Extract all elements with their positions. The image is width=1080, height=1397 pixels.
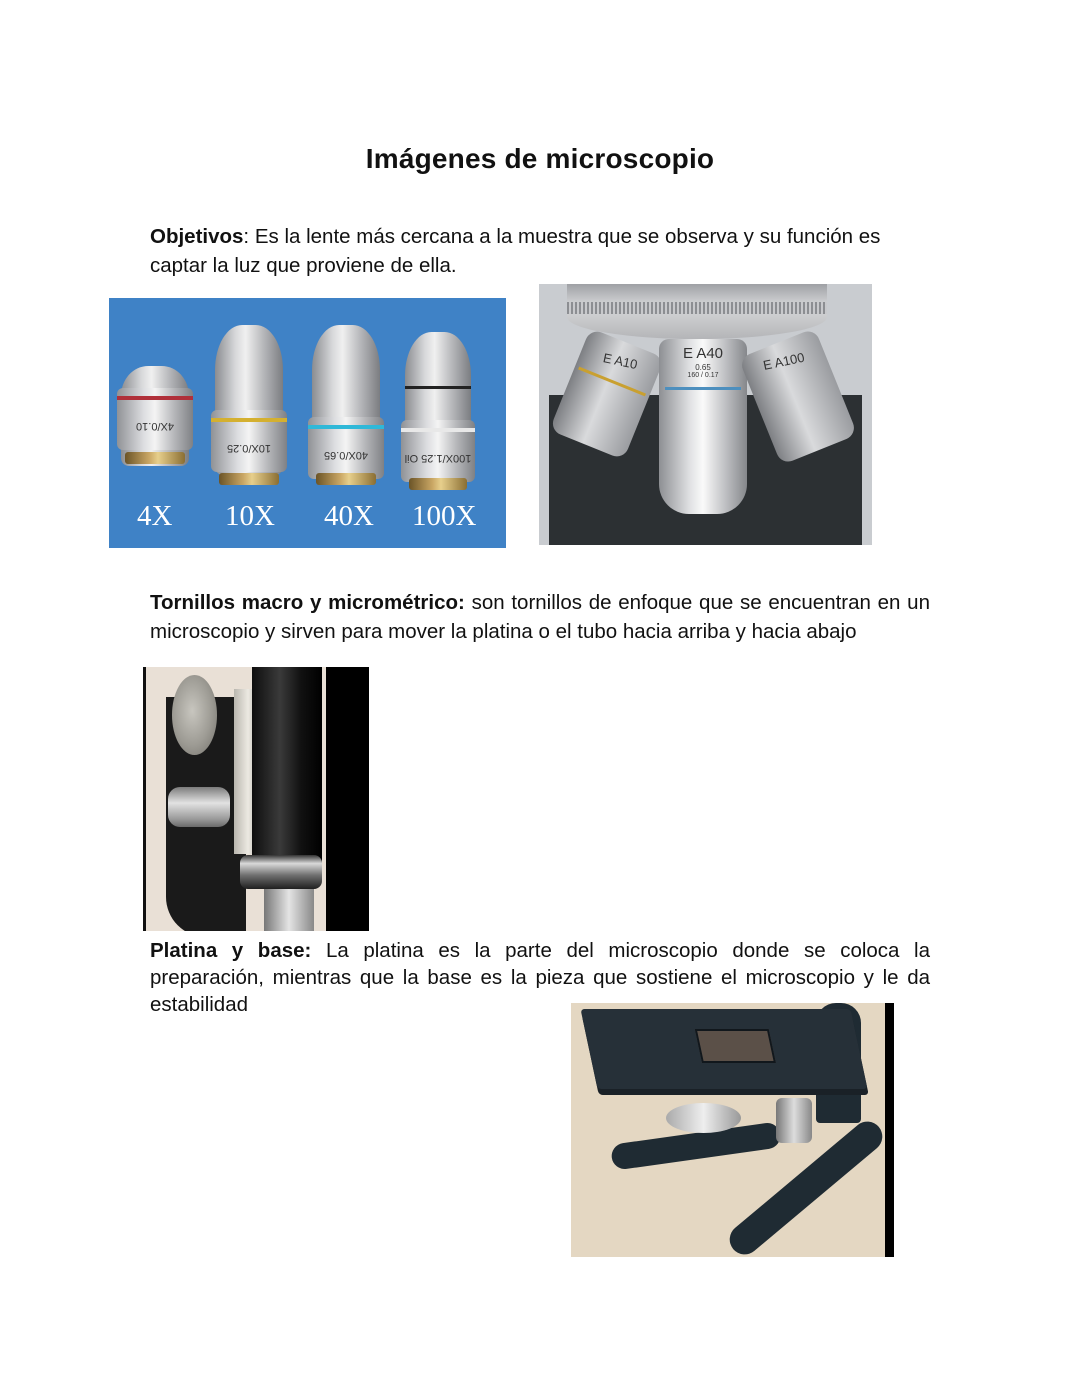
mirror — [666, 1103, 741, 1133]
label-40x: 40X — [324, 500, 374, 532]
objetivos-separator: : — [243, 225, 250, 248]
macrometric-knob — [172, 675, 217, 755]
objective-a10: E A10 — [549, 328, 664, 460]
tornillos-body: son tornillos de enfoque que se encuentran en un microscopio y sirven para mover la platina o el tubo hacia arriba y hacia abajo — [150, 591, 930, 643]
objetivos-body: Es la lente más cercana a la muestra que se observa y su función es captar la luz que proviene de ella. — [150, 225, 881, 277]
objective-10x: 10X/0.25 — [215, 325, 283, 475]
objective-100x: 100X/1.25 Oil — [405, 332, 471, 477]
objective-lenses-photo — [109, 298, 506, 548]
micrometric-knob — [168, 787, 230, 827]
label-4x: 4X — [137, 500, 173, 532]
objective-a100: E A100 — [738, 328, 857, 465]
objective-4x: 4X/0.10 — [121, 366, 189, 466]
tornillos-paragraph — [150, 588, 930, 646]
revolver-objectives-photo — [539, 284, 872, 545]
platina-heading: Platina y base: — [150, 939, 312, 962]
objective-40x: 40X/0.65 — [312, 325, 380, 475]
microscope-tube — [252, 667, 322, 867]
nosepiece-turret — [567, 284, 827, 339]
focus-knobs-photo — [143, 667, 369, 931]
label-10x: 10X — [225, 500, 275, 532]
tornillos-heading: Tornillos macro y micrométrico: — [150, 591, 465, 614]
platina-body: La platina es la parte del microscopio donde se coloca la preparación, mientras que la base es la pieza que sostiene el microscopio y le da estabilidad — [150, 939, 930, 1016]
label-100x: 100X — [412, 500, 477, 532]
page-title: Imágenes de microscopio — [365, 142, 715, 174]
objetivos-paragraph — [150, 222, 930, 280]
objective-a40: E A40 0.65 160 / 0.17 — [659, 339, 747, 514]
stage-platform — [580, 1009, 867, 1089]
objetivos-heading: Objetivos — [150, 225, 244, 248]
stage-and-base-photo — [571, 1003, 894, 1257]
